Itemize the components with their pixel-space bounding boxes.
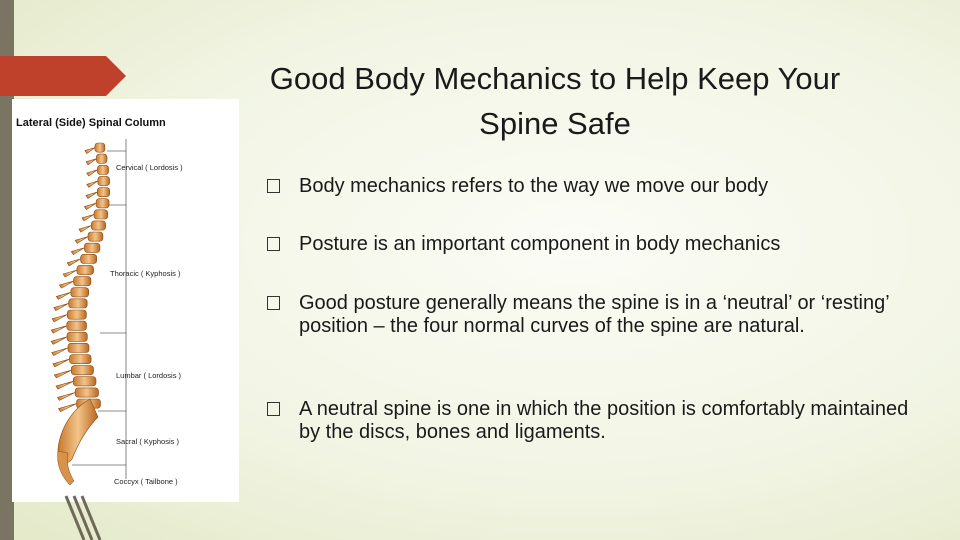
spinous-process: [85, 148, 95, 154]
bullet-item: [264, 292, 919, 338]
spinous-process: [75, 237, 88, 244]
vertebra: [96, 199, 109, 208]
spinous-process: [54, 303, 69, 310]
vertebra: [69, 299, 88, 308]
spinous-process: [52, 315, 67, 322]
label-thoracic: Thoracic ( Kyphosis ): [110, 269, 181, 278]
bullet-item: [264, 398, 919, 444]
spinous-process: [56, 381, 73, 389]
spinous-process: [59, 404, 77, 412]
label-cervical: Cervical ( Lordosis ): [116, 163, 183, 172]
vertebra: [94, 210, 108, 219]
vertebra: [81, 254, 97, 263]
vertebra: [91, 221, 105, 230]
vertebra: [67, 332, 87, 341]
spinous-process: [71, 248, 84, 255]
vertebra: [77, 265, 94, 274]
spinous-process: [79, 226, 91, 233]
spinous-process: [51, 326, 67, 333]
bullet-text: A neutral spine is one in which the position is comfortably maintained by the discs, bones and ligaments.: [299, 398, 909, 443]
vertebra: [74, 277, 91, 286]
vertebra: [70, 355, 92, 364]
bullet-text: Posture is an important component in body mechanics: [299, 233, 781, 255]
spinous-process: [54, 370, 71, 378]
spinous-process: [87, 170, 98, 176]
vertebrae-group: [51, 143, 110, 412]
square-bullet-icon: [267, 237, 280, 251]
vertebra: [67, 310, 86, 319]
spinous-process: [63, 270, 77, 277]
vertebra: [84, 243, 100, 252]
bullet-item: [264, 233, 919, 256]
vertebra: [71, 366, 93, 375]
spinous-process: [52, 348, 68, 356]
vertebra: [71, 288, 89, 297]
spinous-process: [87, 181, 98, 187]
bullet-text: Good posture generally means the spine is in a ‘neutral’ or ‘resting’ position – the four normal curves of the spine are natural.: [299, 292, 889, 337]
spinous-process: [86, 159, 96, 165]
bullet-item: [264, 175, 919, 198]
spinous-process: [59, 281, 73, 288]
bullet-text: Body mechanics refers to the way we move our body: [299, 175, 769, 197]
spinous-process: [57, 393, 75, 401]
decorative-stripes: [62, 486, 122, 540]
spine-figure: [12, 99, 239, 502]
spinous-process: [67, 259, 81, 266]
vertebra: [67, 321, 87, 330]
figure-title: Lateral (Side) Spinal Column: [16, 117, 166, 129]
square-bullet-icon: [267, 179, 280, 193]
slide-title: Good Body Mechanics to Help Keep Your Spine Safe: [269, 61, 841, 141]
spinous-process: [86, 192, 97, 198]
vertebra: [88, 232, 103, 241]
vertebra: [97, 165, 108, 174]
vertebra: [95, 143, 105, 152]
vertebra: [75, 388, 98, 397]
vertebra: [98, 176, 110, 185]
square-bullet-icon: [267, 402, 280, 416]
spinous-process: [56, 292, 71, 299]
square-bullet-icon: [267, 296, 280, 310]
vertebra: [97, 188, 109, 197]
spinous-process: [82, 214, 94, 221]
vertebra: [73, 377, 96, 386]
label-sacral: Sacral ( Kyphosis ): [116, 437, 179, 446]
vertebra: [68, 343, 89, 352]
label-lumbar: Lumbar ( Lordosis ): [116, 371, 182, 380]
vertebra: [96, 154, 107, 163]
spinous-process: [84, 203, 96, 209]
title-arrow-tab: [0, 56, 126, 96]
spinous-process: [51, 337, 67, 345]
spinous-process: [53, 359, 70, 367]
label-coccyx: Coccyx ( Tailbone ): [114, 477, 178, 486]
